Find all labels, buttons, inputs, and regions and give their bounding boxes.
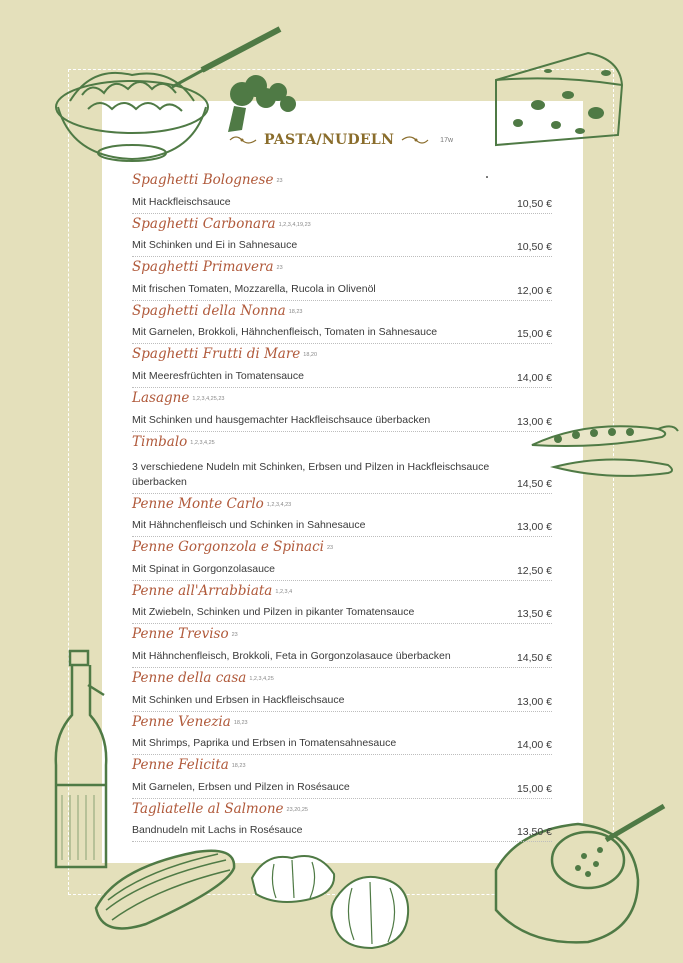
dish-name: Tagliatelle al Salmone 23,20,25 [132, 800, 308, 817]
dish-price: 13,00 € [516, 415, 552, 428]
allergen-codes: 23 [326, 545, 334, 552]
dish-name: Spaghetti della Nonna 18,23 [132, 302, 303, 319]
dish-name: Penne all'Arrabbiata 1,2,3,4 [132, 582, 293, 599]
dish-description: Mit Hähnchenfleisch und Schinken in Sahnesauce [132, 519, 366, 532]
menu-item [132, 537, 552, 581]
dish-description: Mit Schinken und Erbsen in Hackfleischsauce [132, 693, 345, 706]
dish-description: Mit Zwiebeln, Schinken und Pilzen in pikanter Tomatensauce [132, 606, 415, 619]
menu-item [132, 257, 552, 301]
menu-item [132, 432, 552, 494]
menu-item [132, 581, 552, 625]
allergen-codes: 23 [276, 265, 283, 272]
dish-name: Spaghetti Carbonara 1,2,3,4,19,23 [132, 215, 311, 232]
menu-item [132, 799, 552, 843]
flourish-left-icon [228, 134, 258, 146]
dish-price: 13,00 € [516, 695, 552, 708]
dish-description: Mit Spinat in Gorgonzolasauce [132, 562, 275, 575]
dish-name: Penne Felicita 18,23 [132, 757, 246, 774]
menu-item [132, 668, 552, 712]
dish-name: Spaghetti Bolognese 23 [132, 172, 283, 188]
menu-item [132, 301, 552, 345]
menu-item [132, 214, 552, 258]
allergen-codes: 1,2,3,4,25 [249, 675, 274, 682]
dish-name: Penne Venezia 18,23 [132, 713, 248, 730]
menu-item [132, 624, 552, 668]
allergen-codes: 23,20,25 [286, 806, 308, 813]
dish-description: Mit Schinken und hausgemachter Hackfleischsauce überbacken [132, 413, 431, 426]
dish-price: 13,50 € [516, 826, 552, 839]
zucchini-icon [86, 838, 246, 938]
dish-name: Penne della casa 1,2,3,4,25 [132, 669, 274, 686]
allergen-codes: 1,2,3,4,25,23 [192, 395, 225, 402]
flourish-right-icon [400, 134, 430, 146]
section-title: PASTA/NUDELN [264, 132, 395, 148]
section-header [228, 128, 478, 152]
allergen-codes: 18,23 [288, 308, 303, 315]
dish-price: 15,00 € [516, 782, 552, 795]
dish-description: 3 verschiedene Nudeln mit Schinken, Erbsen und Pilzen in Hackfleischsauce überbacken [132, 460, 490, 488]
section-code: 17w [440, 136, 454, 144]
allergen-codes: 18,20 [303, 352, 318, 359]
menu-item [132, 344, 552, 388]
dish-price: 10,50 € [516, 197, 552, 210]
menu-item [132, 494, 552, 538]
dish-price: 14,00 € [516, 371, 552, 384]
dish-price: 12,00 € [516, 284, 552, 297]
squash-icon [246, 848, 416, 958]
dish-description: Mit frischen Tomaten, Mozzarella, Rucola in Olivenöl [132, 282, 376, 295]
dish-description: Mit Hackfleischsauce [132, 195, 231, 208]
dish-name: Penne Treviso 23 [132, 626, 238, 643]
dish-name: Spaghetti Primavera 23 [132, 259, 283, 276]
dish-price: 12,50 € [516, 564, 552, 577]
allergen-codes: 18,23 [233, 719, 248, 726]
dish-price: 10,50 € [516, 241, 552, 254]
menu-item [132, 755, 552, 799]
menu-list [132, 170, 552, 842]
allergen-codes: 1,2,3,4 [275, 588, 293, 595]
dish-name: Spaghetti Frutti di Mare 18,20 [132, 346, 318, 363]
dish-description: Mit Schinken und Ei in Sahnesauce [132, 239, 298, 252]
allergen-codes: 1,2,3,4,25 [190, 439, 215, 446]
dish-price: 13,50 € [516, 608, 552, 621]
dish-name: Penne Gorgonzola e Spinaci 23 [132, 539, 334, 556]
menu-item [132, 712, 552, 756]
allergen-codes: 23 [231, 632, 238, 639]
allergen-codes: 1,2,3,4,19,23 [278, 221, 311, 228]
allergen-codes: 1,2,3,4,23 [266, 501, 292, 508]
allergen-codes: 18,23 [231, 763, 246, 770]
dish-description: Mit Shrimps, Paprika und Erbsen in Tomatensahnesauce [132, 737, 397, 750]
cheese-icon [488, 45, 628, 150]
dish-price: 15,00 € [516, 328, 552, 341]
dish-description: Mit Hähnchenfleisch, Brokkoli, Feta in Gorgonzolasauce überbacken [132, 649, 451, 662]
dish-name: Penne Monte Carlo 1,2,3,4,23 [132, 495, 292, 512]
dish-name: Timbalo 1,2,3,4,25 [132, 433, 215, 450]
menu-item [132, 170, 552, 214]
dish-description: Mit Garnelen, Brokkoli, Hähnchenfleisch, Tomaten in Sahnesauce [132, 326, 438, 339]
dish-description: Mit Garnelen, Erbsen und Pilzen in Rosésauce [132, 780, 350, 793]
dish-price: 14,00 € [516, 739, 552, 752]
dish-description: Bandnudeln mit Lachs in Rosésauce [132, 824, 303, 837]
dish-price: 13,00 € [516, 521, 552, 534]
dish-price: 14,50 € [516, 477, 552, 490]
menu-item [132, 388, 552, 432]
allergen-codes: 23 [276, 178, 283, 184]
dish-description: Mit Meeresfrüchten in Tomatensauce [132, 369, 304, 382]
dish-price: 14,50 € [516, 651, 552, 664]
dish-name: Lasagne 1,2,3,4,25,23 [132, 389, 225, 406]
